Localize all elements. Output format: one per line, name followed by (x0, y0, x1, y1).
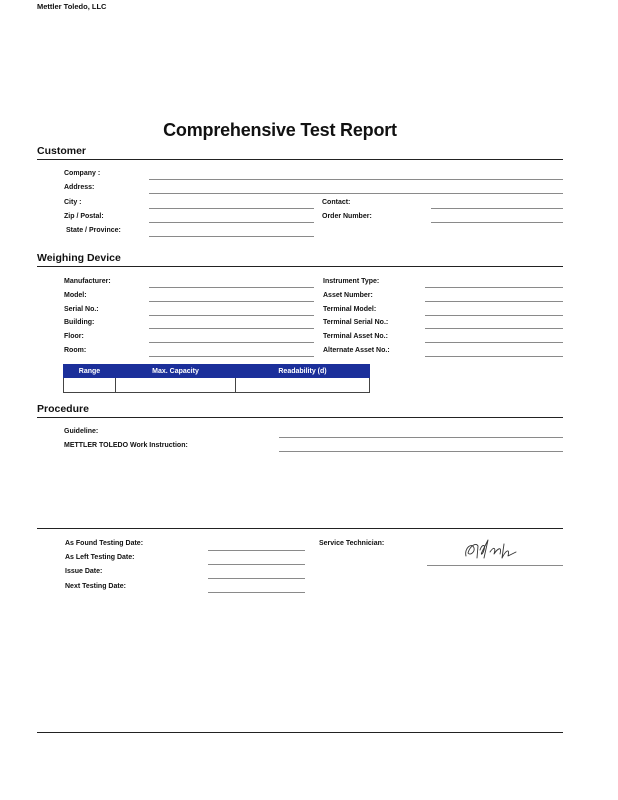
as-left-date-label: As Left Testing Date: (65, 554, 135, 561)
technician-signature (460, 536, 524, 562)
procedure-heading: Procedure (37, 403, 89, 415)
work-instruction-field[interactable] (279, 451, 563, 452)
floor-label: Floor: (64, 333, 84, 340)
room-field[interactable] (149, 356, 314, 357)
device-heading: Weighing Device (37, 252, 121, 264)
terminal-model-field[interactable] (425, 315, 563, 316)
service-technician-label: Service Technician: (319, 540, 385, 547)
range-column-header: Range (64, 365, 116, 378)
room-label: Room: (64, 347, 87, 354)
guideline-field[interactable] (279, 437, 563, 438)
serial-field[interactable] (149, 315, 314, 316)
company-label: Company : (64, 170, 101, 177)
readability-cell[interactable] (236, 378, 370, 393)
model-label: Model: (64, 292, 87, 299)
terminal-model-label: Terminal Model: (323, 306, 377, 313)
max-capacity-column-header: Max. Capacity (116, 365, 236, 378)
customer-heading: Customer (37, 145, 87, 157)
order-number-field[interactable] (431, 222, 563, 223)
city-field[interactable] (149, 208, 314, 209)
state-field[interactable] (149, 236, 314, 237)
contact-field[interactable] (431, 208, 563, 209)
capacity-table-header (64, 365, 370, 378)
floor-field[interactable] (149, 342, 314, 343)
manufacturer-field[interactable] (149, 287, 314, 288)
terminal-serial-field[interactable] (425, 328, 563, 329)
device-rule (37, 266, 563, 267)
state-label: State / Province: (66, 227, 121, 234)
manufacturer-label: Manufacturer: (64, 278, 111, 285)
capacity-table (63, 364, 370, 393)
asset-number-field[interactable] (425, 301, 563, 302)
terminal-asset-label: Terminal Asset No.: (323, 333, 388, 340)
as-left-date-field[interactable] (208, 564, 305, 565)
alternate-asset-label: Alternate Asset No.: (323, 347, 390, 354)
alternate-asset-field[interactable] (425, 356, 563, 357)
work-instruction-label: METTLER TOLEDO Work Instruction: (64, 442, 188, 449)
readability-column-header: Readability (d) (236, 365, 370, 378)
as-found-date-label: As Found Testing Date: (65, 540, 144, 547)
as-found-date-field[interactable] (208, 550, 305, 551)
footer-rule (37, 732, 563, 733)
serial-label: Serial No.: (64, 306, 99, 313)
asset-number-label: Asset Number: (323, 292, 373, 299)
model-field[interactable] (149, 301, 314, 302)
company-field[interactable] (149, 179, 563, 180)
zip-label: Zip / Postal: (64, 213, 104, 220)
max-capacity-cell[interactable] (116, 378, 236, 393)
dates-rule (37, 528, 563, 529)
next-date-label: Next Testing Date: (65, 583, 126, 590)
address-field[interactable] (149, 193, 563, 194)
customer-rule (37, 159, 563, 160)
contact-label: Contact: (322, 199, 351, 206)
issue-date-label: Issue Date: (65, 568, 103, 575)
procedure-rule (37, 417, 563, 418)
technician-signature-field[interactable] (427, 565, 563, 566)
guideline-label: Guideline: (64, 428, 99, 435)
range-cell[interactable] (64, 378, 116, 393)
order-number-label: Order Number: (322, 213, 372, 220)
building-label: Building: (64, 319, 95, 326)
issue-date-field[interactable] (208, 578, 305, 579)
instrument-type-label: Instrument Type: (323, 278, 380, 285)
address-label: Address: (64, 184, 95, 191)
next-date-field[interactable] (208, 592, 305, 593)
instrument-type-field[interactable] (425, 287, 563, 288)
building-field[interactable] (149, 328, 314, 329)
table-row (64, 378, 370, 393)
terminal-asset-field[interactable] (425, 342, 563, 343)
page-title: Comprehensive Test Report (163, 120, 397, 140)
company-name: Mettler Toledo, LLC (37, 2, 107, 11)
zip-field[interactable] (149, 222, 314, 223)
city-label: City : (64, 199, 82, 206)
terminal-serial-label: Terminal Serial No.: (323, 319, 389, 326)
